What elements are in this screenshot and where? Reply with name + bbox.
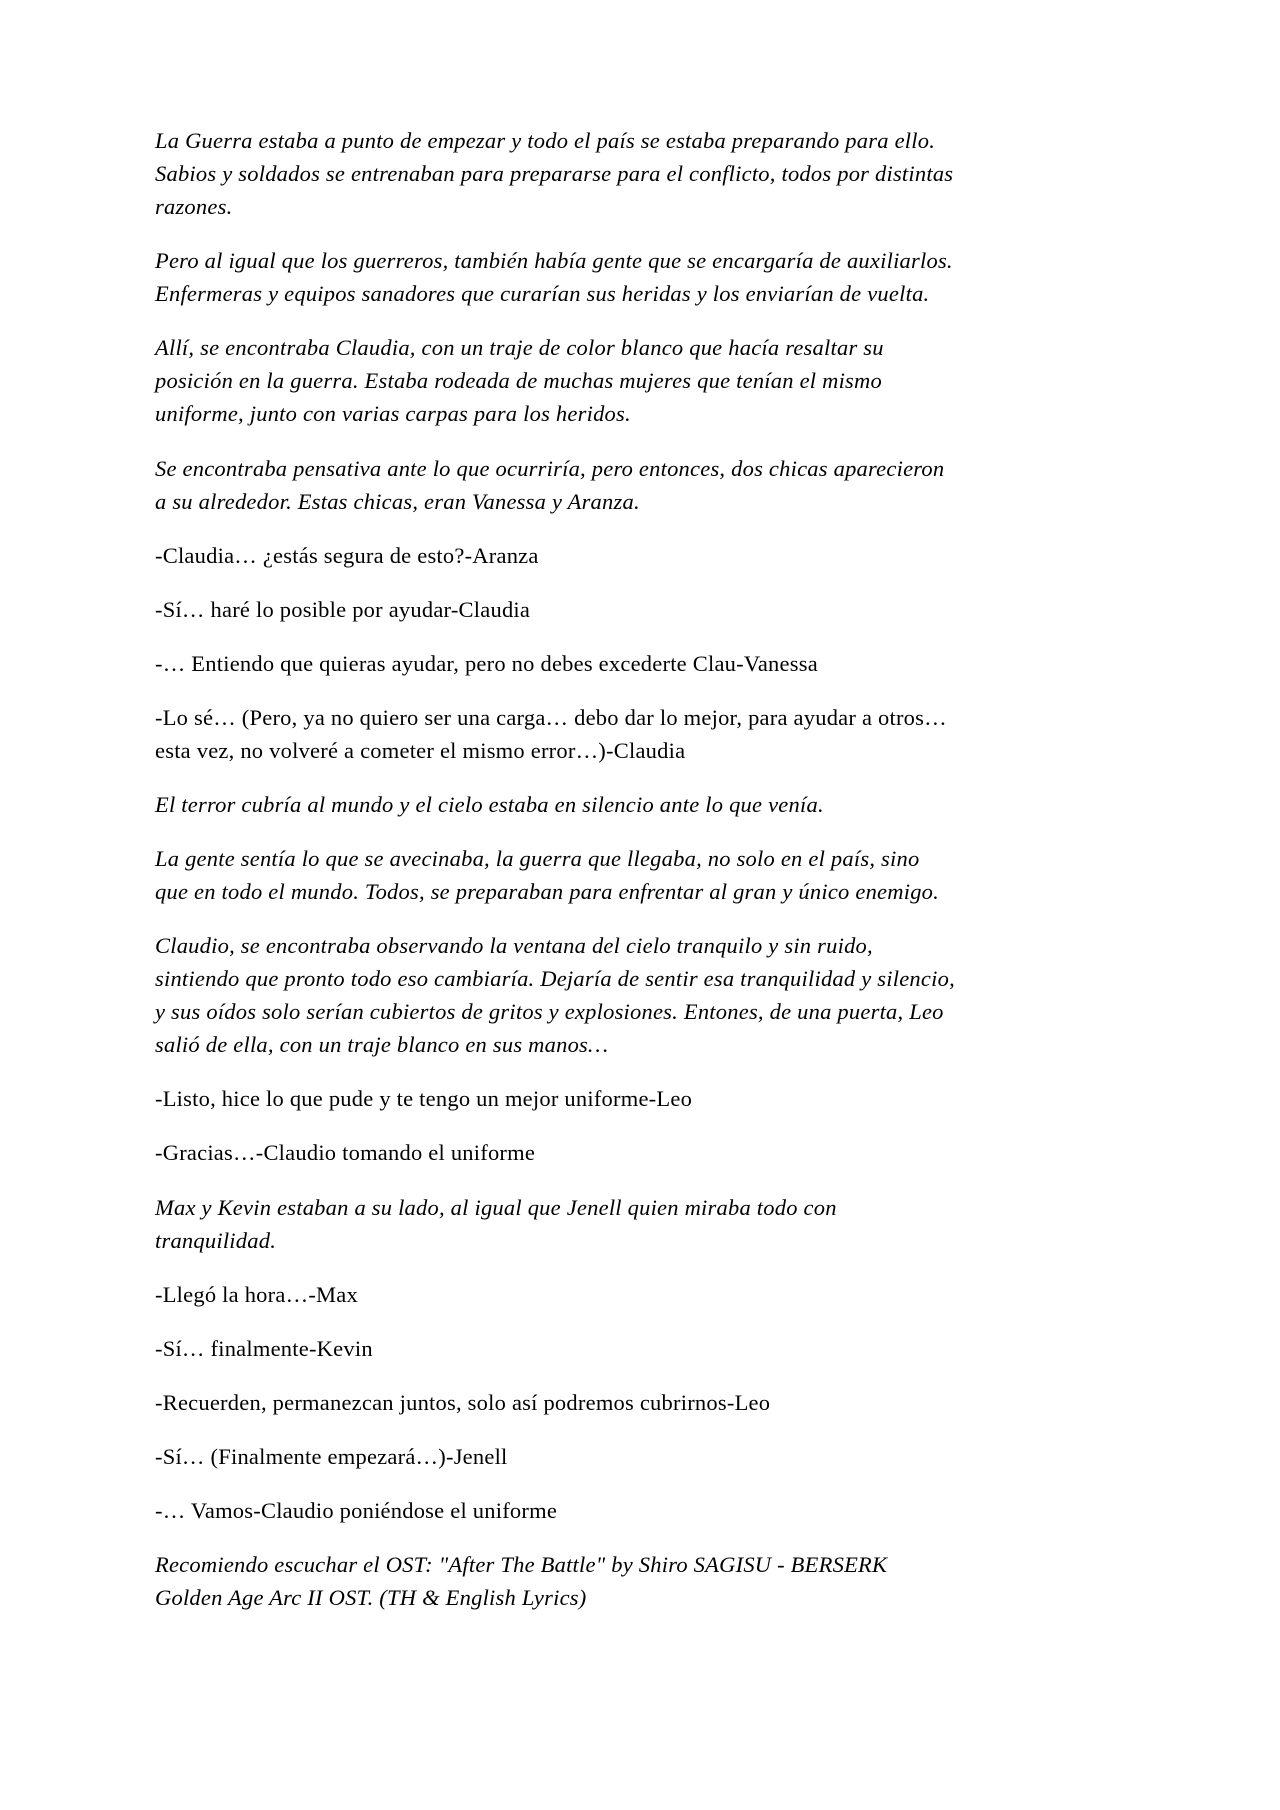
narration-paragraph: La gente sentía lo que se avecinaba, la guerra que llegaba, no solo en el país, sino que en todo el mundo. Todos, se preparaban para enfrentar al gran y único enemigo. [155, 846, 940, 905]
dialogue-line: -Llegó la hora…-Max [155, 1281, 358, 1307]
dialogue-line: -Gracias…-Claudio tomando el uniforme [155, 1140, 536, 1166]
narration-paragraph: Se encontraba pensativa ante lo que ocurriría, pero entonces, dos chicas aparecieron a su alrededor. Estas chicas, eran Vanessa y Aranza. [155, 455, 945, 514]
dialogue-line: -Claudia… ¿estás segura de esto?-Aranza [155, 542, 539, 568]
dialogue-line: -Sí… (Finalmente empezará…)-Jenell [155, 1443, 508, 1469]
document-body [155, 124, 955, 1614]
dialogue-line: -… Entiendo que quieras ayudar, pero no debes excederte Clau-Vanessa [155, 650, 818, 676]
narration-paragraph: La Guerra estaba a punto de empezar y todo el país se estaba preparando para ello. Sabios y soldados se entrenaban para prepararse para el conflicto, todos por distintas razones. [155, 128, 954, 220]
narration-paragraph: Recomiendo escuchar el OST: "After The Battle" by Shiro SAGISU - BERSERK Golden Age Arc II OST. (TH & English Lyrics) [155, 1551, 888, 1610]
dialogue-line: -Recuerden, permanezcan juntos, solo así podremos cubrirnos-Leo [155, 1389, 771, 1415]
dialogue-line: -Sí… finalmente-Kevin [155, 1335, 373, 1361]
dialogue-line: -Sí… haré lo posible por ayudar-Claudia [155, 596, 531, 622]
narration-paragraph: Claudio, se encontraba observando la ventana del cielo tranquilo y sin ruido, sintiendo que pronto todo eso cambiaría. Dejaría de sentir esa tranquilidad y silencio, y sus oídos solo serían cubiertos de gritos y explosiones. Entones, de una puerta, Leo salió de ella, con un traje blanco en sus manos… [155, 933, 955, 1058]
narration-paragraph: Allí, se encontraba Claudia, con un traje de color blanco que hacía resaltar su posición en la guerra. Estaba rodeada de muchas mujeres que tenían el mismo uniforme, junto con varias carpas para los heridos. [155, 335, 884, 427]
dialogue-line: -Listo, hice lo que pude y te tengo un mejor uniforme-Leo [155, 1086, 693, 1112]
dialogue-line: -Lo sé… (Pero, ya no quiero ser una carga… debo dar lo mejor, para ayudar a otros… esta vez, no volveré a cometer el mismo error…)-Claudia [155, 704, 947, 763]
narration-paragraph: Max y Kevin estaban a su lado, al igual que Jenell quien miraba todo con tranquilidad. [155, 1194, 837, 1253]
dialogue-line: -… Vamos-Claudio poniéndose el uniforme [155, 1497, 558, 1523]
narration-paragraph: Pero al igual que los guerreros, también había gente que se encargaría de auxiliarlos. Enfermeras y equipos sanadores que curarían sus heridas y los enviarían de vuelta. [155, 248, 953, 307]
narration-paragraph: El terror cubría al mundo y el cielo estaba en silencio ante lo que venía. [155, 791, 824, 817]
